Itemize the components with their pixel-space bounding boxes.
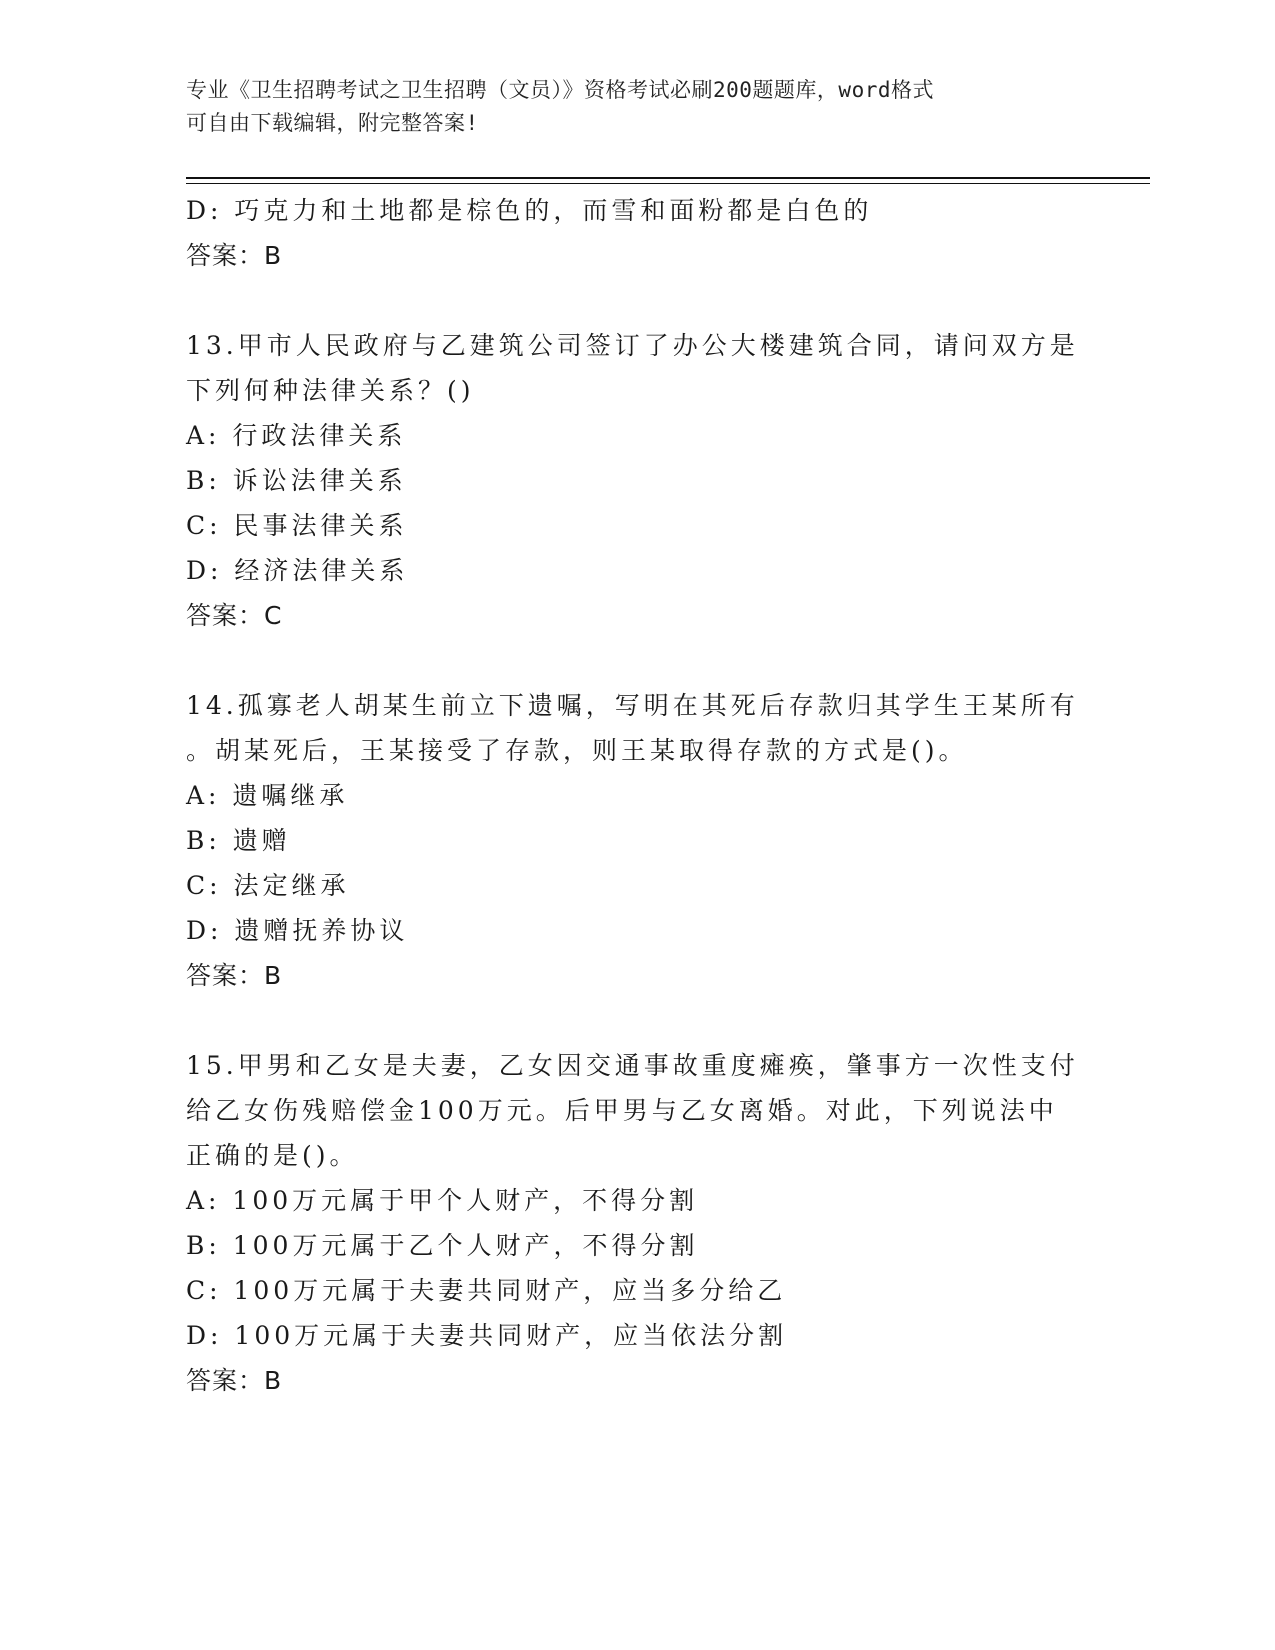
question-stem-line: 给乙女伤残赔偿金100万元。后甲男与乙女离婚。对此，下列说法中 [186, 1096, 1058, 1125]
option-c: C: 100万元属于夫妻共同财产，应当多分给乙 [186, 1276, 787, 1305]
option-b: B: 遗赠 [186, 826, 291, 855]
question-content [186, 188, 1086, 1403]
spacer [186, 278, 1086, 323]
header-line-2: 可自由下载编辑，附完整答案! [186, 111, 479, 135]
option-a: A: 遗嘱继承 [186, 781, 349, 810]
option-c: C: 法定继承 [186, 871, 350, 900]
answer: 答案：C [186, 601, 283, 630]
document-header [186, 74, 1066, 140]
header-line-1: 专业《卫生招聘考试之卫生招聘（文员）》资格考试必刷200题题库，word格式 [186, 78, 934, 102]
option-d: D: 经济法律关系 [186, 556, 409, 585]
carryover-option-d: D: 巧克力和土地都是棕色的，而雪和面粉都是白色的 [186, 196, 873, 225]
spacer [186, 638, 1086, 683]
option-d: D: 100万元属于夫妻共同财产，应当依法分割 [186, 1321, 788, 1350]
option-d: D: 遗赠抚养协议 [186, 916, 409, 945]
question-stem-line: 正确的是()。 [186, 1141, 359, 1170]
question-15 [186, 1043, 1086, 1403]
option-a: A: 行政法律关系 [186, 421, 407, 450]
spacer [186, 998, 1086, 1043]
answer: 答案：B [186, 1366, 283, 1395]
question-stem-line: 下列何种法律关系？() [186, 376, 475, 405]
option-a: A: 100万元属于甲个人财产，不得分割 [186, 1186, 699, 1215]
answer: 答案：B [186, 961, 283, 990]
question-stem-line: 。胡某死后，王某接受了存款，则王某取得存款的方式是()。 [186, 736, 968, 765]
question-13 [186, 323, 1086, 638]
header-divider-thick [186, 177, 1150, 179]
option-c: C: 民事法律关系 [186, 511, 408, 540]
option-b: B: 100万元属于乙个人财产，不得分割 [186, 1231, 699, 1260]
carryover-answer: 答案：B [186, 241, 283, 270]
question-stem-line: 14.孤寡老人胡某生前立下遗嘱，写明在其死后存款归其学生王某所有 [186, 691, 1079, 720]
question-14 [186, 683, 1086, 998]
header-divider-thin [186, 183, 1150, 184]
question-stem-line: 13.甲市人民政府与乙建筑公司签订了办公大楼建筑合同，请问双方是 [186, 331, 1079, 360]
question-stem-line: 15.甲男和乙女是夫妻，乙女因交通事故重度瘫痪，肇事方一次性支付 [186, 1051, 1079, 1080]
option-b: B: 诉讼法律关系 [186, 466, 407, 495]
